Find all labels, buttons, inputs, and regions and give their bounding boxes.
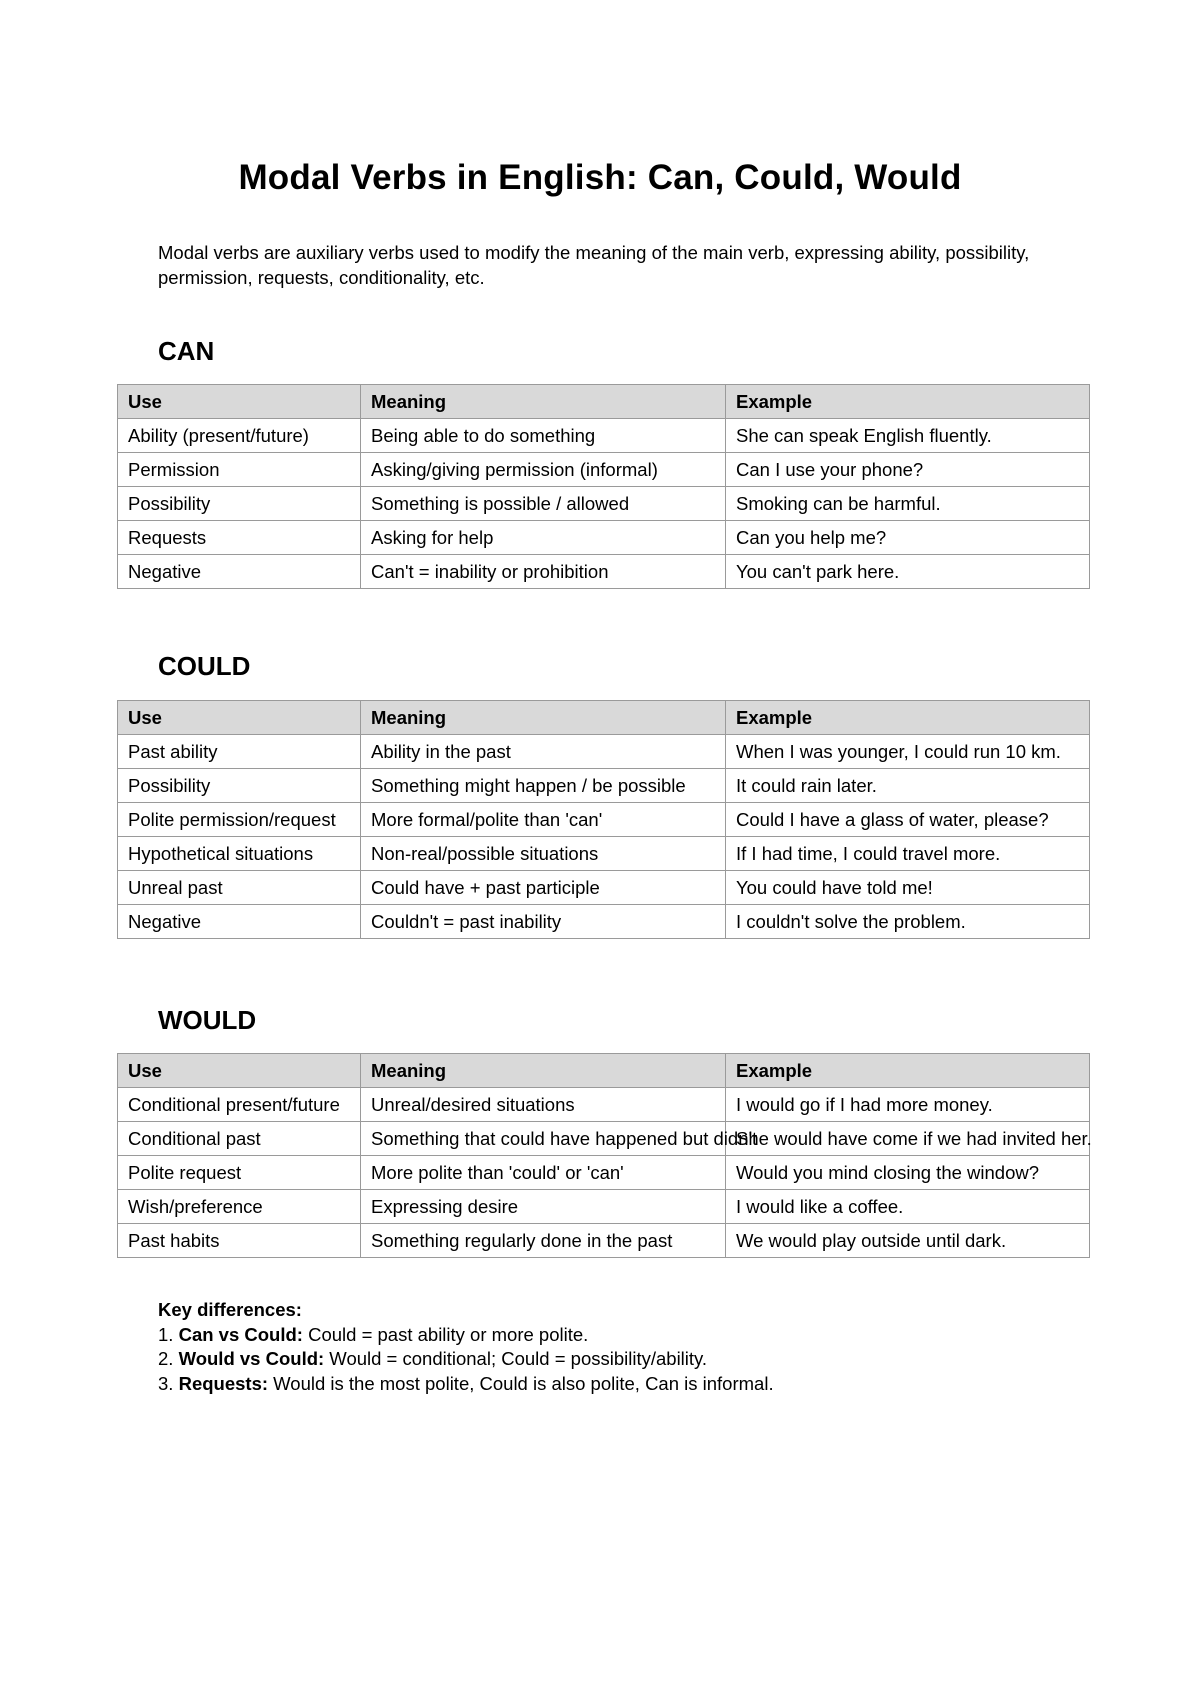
column-header-example: Example (726, 1054, 1090, 1088)
table-row (118, 735, 1090, 769)
example-cell: I would like a coffee. (726, 1190, 1090, 1224)
table-row (118, 769, 1090, 803)
example-cell: If I had time, I could travel more. (726, 837, 1090, 871)
key-difference-item (158, 1372, 774, 1397)
example-cell: She would have come if we had invited her. (726, 1122, 1090, 1156)
key-differences (158, 1298, 774, 1396)
key-difference-item (158, 1323, 774, 1348)
example-cell: Smoking can be harmful. (726, 487, 1090, 521)
section-heading-could: COULD (158, 651, 251, 681)
example-cell: It could rain later. (726, 769, 1090, 803)
use-cell: Possibility (118, 487, 361, 521)
use-cell: Ability (present/future) (118, 419, 361, 453)
table-row (118, 871, 1090, 905)
meaning-cell: Asking for help (361, 521, 726, 555)
would-table (117, 1053, 1090, 1258)
meaning-cell: Something regularly done in the past (361, 1224, 726, 1258)
meaning-cell: Asking/giving permission (informal) (361, 453, 726, 487)
key-difference-number: 3. (158, 1372, 174, 1394)
example-cell: When I was younger, I could run 10 km. (726, 735, 1090, 769)
example-cell: Can you help me? (726, 521, 1090, 555)
use-cell: Possibility (118, 769, 361, 803)
section-heading-can: CAN (158, 336, 215, 366)
table-row (118, 487, 1090, 521)
table-row (118, 1224, 1090, 1258)
table-header-row (118, 385, 1090, 419)
use-cell: Conditional present/future (118, 1088, 361, 1122)
meaning-cell: Something might happen / be possible (361, 769, 726, 803)
use-cell: Polite request (118, 1156, 361, 1190)
table-row (118, 837, 1090, 871)
meaning-cell: Non-real/possible situations (361, 837, 726, 871)
meaning-cell: Can't = inability or prohibition (361, 555, 726, 589)
column-header-use: Use (118, 1054, 361, 1088)
column-header-meaning: Meaning (361, 701, 726, 735)
meaning-cell: Could have + past participle (361, 871, 726, 905)
section-heading-would: WOULD (158, 1005, 257, 1035)
could-table (117, 700, 1090, 939)
table-row (118, 1122, 1090, 1156)
use-cell: Past habits (118, 1224, 361, 1258)
key-difference-term: Requests: (178, 1372, 269, 1394)
example-cell: I would go if I had more money. (726, 1088, 1090, 1122)
example-cell: She can speak English fluently. (726, 419, 1090, 453)
meaning-cell: Something that could have happened but didn't (361, 1122, 726, 1156)
example-cell: Can I use your phone? (726, 453, 1090, 487)
intro-paragraph: Modal verbs are auxiliary verbs used to modify the meaning of the main verb, expressing ability, possibility, permission, requests, conditionality, etc. (158, 242, 1030, 288)
use-cell: Requests (118, 521, 361, 555)
example-cell: Could I have a glass of water, please? (726, 803, 1090, 837)
key-difference-text: Would = conditional; Could = possibility/ability. (324, 1348, 708, 1369)
table-row (118, 521, 1090, 555)
use-cell: Negative (118, 555, 361, 589)
table-header-row (118, 701, 1090, 735)
column-header-example: Example (726, 385, 1090, 419)
key-difference-number: 2. (158, 1348, 174, 1369)
column-header-use: Use (118, 385, 361, 419)
table-row (118, 555, 1090, 589)
use-cell: Wish/preference (118, 1190, 361, 1224)
use-cell: Unreal past (118, 871, 361, 905)
key-difference-text: Would is the most polite, Could is also polite, Can is informal. (268, 1372, 774, 1394)
column-header-meaning: Meaning (361, 385, 726, 419)
use-cell: Past ability (118, 735, 361, 769)
key-difference-text: Could = past ability or more polite. (302, 1323, 589, 1345)
example-cell: Would you mind closing the window? (726, 1156, 1090, 1190)
example-cell: I couldn't solve the problem. (726, 905, 1090, 939)
table-row (118, 419, 1090, 453)
use-cell: Negative (118, 905, 361, 939)
table-row (118, 1156, 1090, 1190)
meaning-cell: Ability in the past (361, 735, 726, 769)
key-difference-term: Can vs Could: (178, 1323, 303, 1345)
meaning-cell: Expressing desire (361, 1190, 726, 1224)
meaning-cell: Being able to do something (361, 419, 726, 453)
column-header-meaning: Meaning (361, 1054, 726, 1088)
table-row (118, 1088, 1090, 1122)
meaning-cell: Couldn't = past inability (361, 905, 726, 939)
column-header-example: Example (726, 701, 1090, 735)
table-row (118, 1190, 1090, 1224)
column-header-use: Use (118, 701, 361, 735)
example-cell: We would play outside until dark. (726, 1224, 1090, 1258)
use-cell: Conditional past (118, 1122, 361, 1156)
use-cell: Permission (118, 453, 361, 487)
table-header-row (118, 1054, 1090, 1088)
table-row (118, 803, 1090, 837)
meaning-cell: Something is possible / allowed (361, 487, 726, 521)
key-difference-term: Would vs Could: (178, 1348, 325, 1369)
meaning-cell: More polite than 'could' or 'can' (361, 1156, 726, 1190)
key-differences-title: Key differences: (158, 1299, 302, 1320)
table-row (118, 905, 1090, 939)
can-table (117, 384, 1090, 589)
key-difference-item (158, 1347, 774, 1372)
meaning-cell: More formal/polite than 'can' (361, 803, 726, 837)
example-cell: You can't park here. (726, 555, 1090, 589)
page-title: Modal Verbs in English: Can, Could, Would (238, 158, 962, 197)
use-cell: Polite permission/request (118, 803, 361, 837)
use-cell: Hypothetical situations (118, 837, 361, 871)
table-row (118, 453, 1090, 487)
meaning-cell: Unreal/desired situations (361, 1088, 726, 1122)
key-difference-number: 1. (158, 1323, 174, 1345)
example-cell: You could have told me! (726, 871, 1090, 905)
